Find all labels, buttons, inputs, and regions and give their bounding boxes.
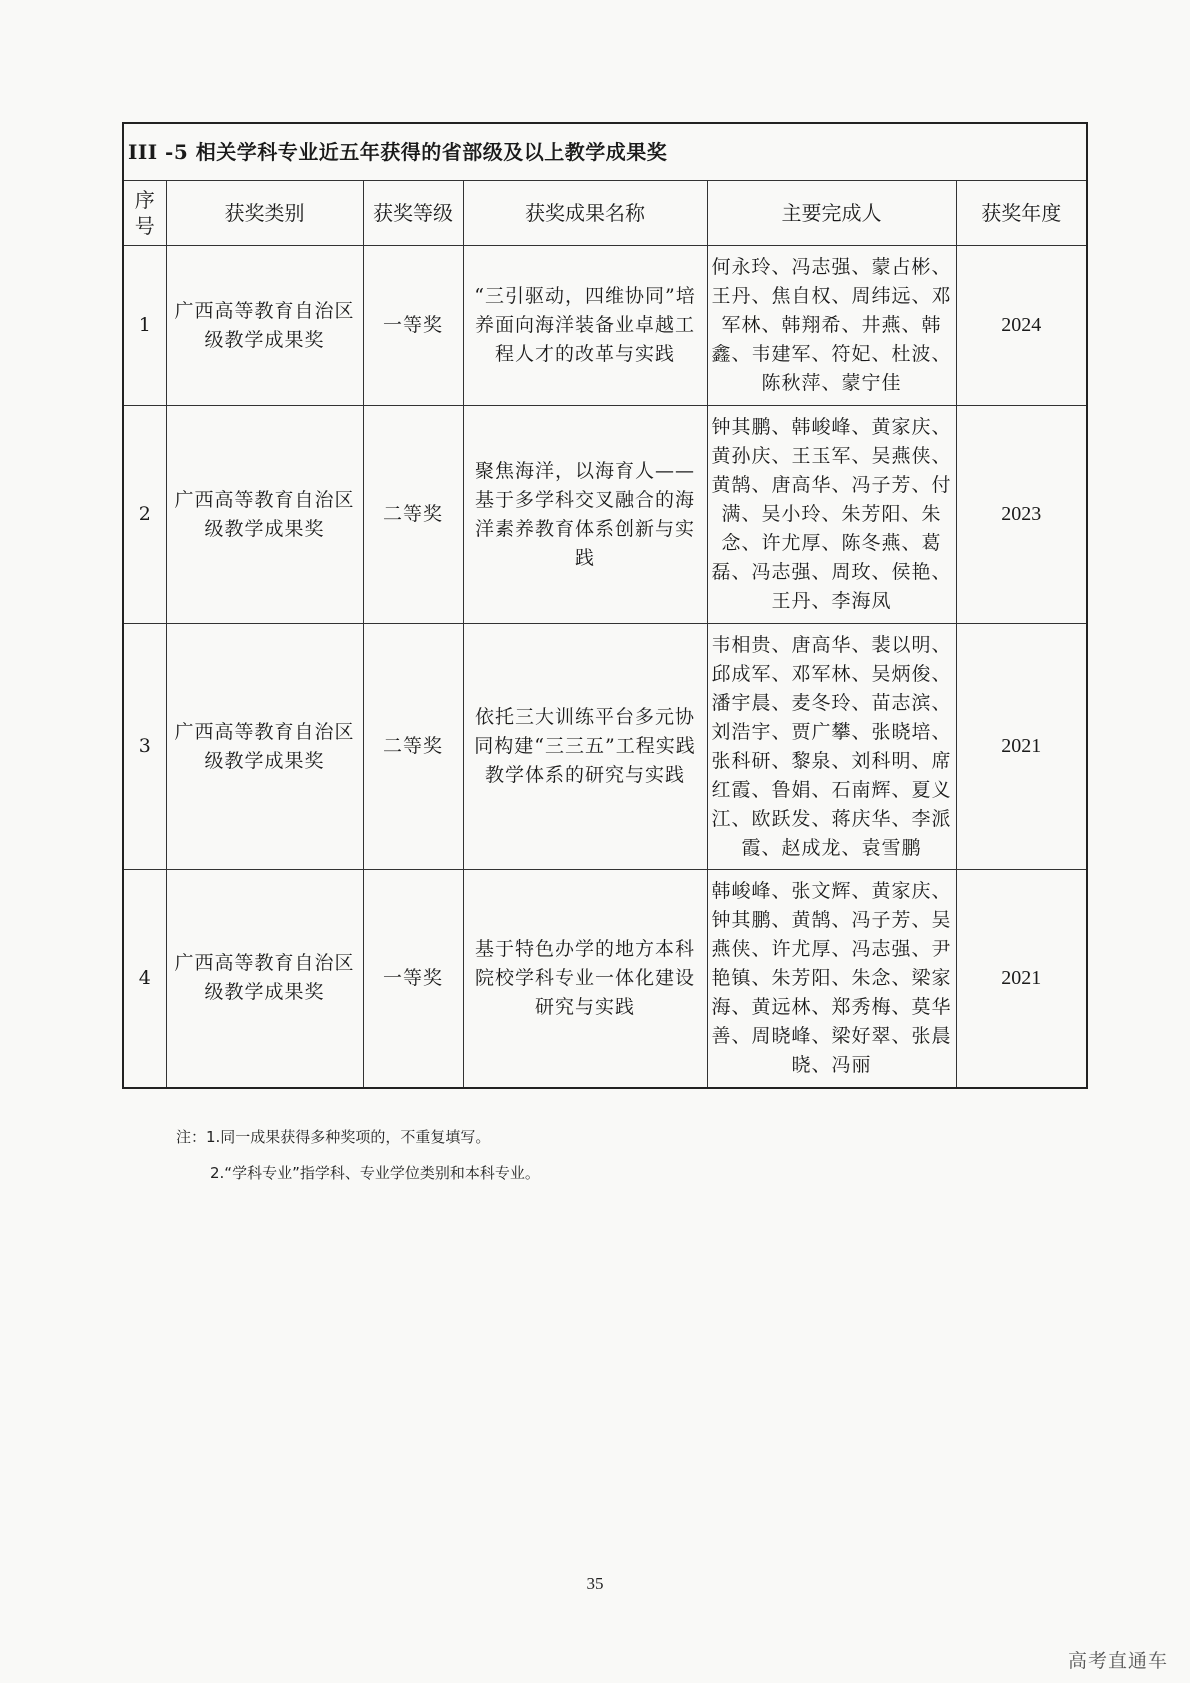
row-completers: 韦相贵、唐高华、裴以明、邱成军、邓军林、吴炳俊、潘宇晨、麦冬玲、苗志滨、刘浩宇、贾广攀、张晓培、张科研、黎泉、刘科明、席红霞、鲁娟、石南辉、夏义江、欧跃发、蒋庆华、李派霞、赵成龙、袁雪鹏 [707,624,956,870]
table-title: III -5 相关学科专业近五年获得的省部级及以上教学成果奖 [123,123,1087,181]
row-year: 2024 [956,246,1087,406]
row-level: 二等奖 [363,406,463,624]
table-row [123,406,1087,624]
header-completers: 主要完成人 [707,181,956,246]
row-achievement: 基于特色办学的地方本科院校学科专业一体化建设研究与实践 [463,870,707,1088]
note-1: 注：1.同一成果获得多种奖项的，不重复填写。 [176,1128,491,1146]
header-achievement: 获奖成果名称 [463,181,707,246]
watermark-text: 高考直通车 [1067,1650,1168,1672]
teaching-award-table [122,122,1088,1089]
table-notes [176,1119,540,1191]
row-achievement: 依托三大训练平台多元协同构建“三三五”工程实践教学体系的研究与实践 [463,624,707,870]
row-category: 广西高等教育自治区级教学成果奖 [166,246,363,406]
row-category: 广西高等教育自治区级教学成果奖 [166,870,363,1088]
header-year: 获奖年度 [956,181,1087,246]
header-level: 获奖等级 [363,181,463,246]
row-year: 2021 [956,870,1087,1088]
header-seq: 序号 [123,181,166,246]
row-seq: 4 [123,870,166,1088]
row-seq: 2 [123,406,166,624]
table-row [123,246,1087,406]
table-row [123,870,1087,1088]
header-row [123,181,1087,246]
row-seq: 3 [123,624,166,870]
row-achievement: “三引驱动，四维协同”培养面向海洋装备业卓越工程人才的改革与实践 [463,246,707,406]
row-completers: 韩峻峰、张文辉、黄家庆、钟其鹏、黄鹄、冯子芳、吴燕侠、许尤厚、冯志强、尹艳镇、朱芳阳、朱念、梁家海、黄远林、郑秀梅、莫华善、周晓峰、梁好翠、张晨晓、冯丽 [707,870,956,1088]
row-completers: 钟其鹏、韩峻峰、黄家庆、黄孙庆、王玉军、吴燕侠、黄鹄、唐高华、冯子芳、付满、吴小玲、朱芳阳、朱念、许尤厚、陈冬燕、葛磊、冯志强、周玫、侯艳、王丹、李海凤 [707,406,956,624]
row-year: 2021 [956,624,1087,870]
page-number: 35 [586,1574,604,1593]
row-year: 2023 [956,406,1087,624]
row-level: 一等奖 [363,246,463,406]
row-seq: 1 [123,246,166,406]
row-level: 一等奖 [363,870,463,1088]
table-row [123,624,1087,870]
row-completers: 何永玲、冯志强、蒙占彬、王丹、焦自权、周纬远、邓军林、韩翔希、井燕、韩鑫、韦建军、符妃、杜波、陈秋萍、蒙宁佳 [707,246,956,406]
row-category: 广西高等教育自治区级教学成果奖 [166,624,363,870]
note-2: 2.“学科专业”指学科、专业学位类别和本科专业。 [210,1164,540,1182]
row-achievement: 聚焦海洋，以海育人——基于多学科交叉融合的海洋素养教育体系创新与实践 [463,406,707,624]
row-category: 广西高等教育自治区级教学成果奖 [166,406,363,624]
header-category: 获奖类别 [166,181,363,246]
row-level: 二等奖 [363,624,463,870]
